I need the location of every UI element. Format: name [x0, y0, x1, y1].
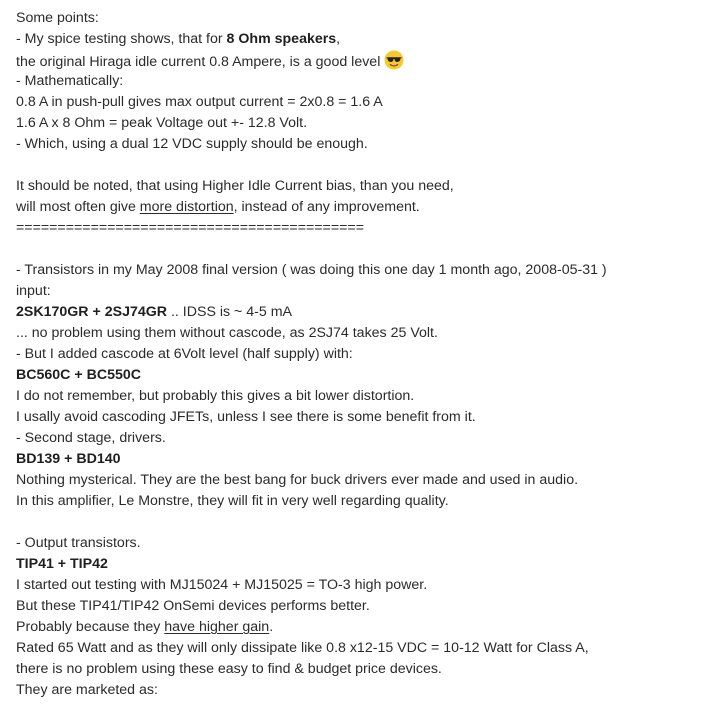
text-line: I do not remember, but probably this gives a bit lower distortion. — [16, 388, 415, 404]
text-line: - But I added cascode at 6Volt level (half supply) with: — [16, 346, 353, 362]
text-line: Nothing mysterical. They are the best bang for buck drivers ever made and used in audio. — [16, 472, 579, 488]
text-line: input: — [16, 283, 51, 299]
text-segment: - My spice testing shows, that for — [16, 31, 227, 47]
text-line: But these TIP41/TIP42 OnSemi devices performs better. — [16, 598, 370, 614]
text-line — [16, 29, 716, 50]
text-segment: .. IDSS is ~ 4-5 mA — [167, 304, 292, 320]
bold-text: 8 Ohm speakers — [226, 31, 337, 47]
bold-text: 2SK170GR + 2SJ74GR — [16, 304, 168, 320]
text-line: I started out testing with MJ15024 + MJ15025 = TO-3 high power. — [16, 577, 428, 593]
text-line: Rated 65 Watt and as they will only dissipate like 0.8 x12-15 VDC = 10-12 Watt for Class A, — [16, 640, 589, 656]
text-line — [16, 617, 716, 638]
bold-text-line: TIP41 + TIP42 — [16, 556, 108, 572]
bold-text-line: BD139 + BD140 — [16, 451, 121, 467]
higher-gain-link[interactable]: have higher gain — [164, 619, 270, 635]
blank-line — [16, 155, 716, 176]
text-segment: Probably because they — [16, 619, 165, 635]
blank-line — [16, 512, 716, 533]
sunglasses-emoji-icon — [384, 50, 404, 70]
text-line: 1.6 A x 8 Ohm = peak Voltage out +- 12.8 Volt. — [16, 115, 308, 131]
text-line: In this amplifier, Le Monstre, they will fit in very well regarding quality. — [16, 493, 449, 509]
text-segment: will most often give — [16, 199, 140, 215]
text-segment: , — [336, 31, 341, 47]
text-line: - Mathematically: — [16, 73, 124, 89]
text-line: Some points: — [16, 10, 99, 26]
text-line: 0.8 A in push-pull gives max output current = 2x0.8 = 1.6 A — [16, 94, 383, 110]
text-line: - Transistors in my May 2008 final version ( was doing this one day 1 month ago, 2008-05-31 ) — [16, 262, 607, 278]
text-line: - Second stage, drivers. — [16, 430, 166, 446]
text-line — [16, 302, 716, 323]
text-line — [16, 50, 716, 71]
text-line: It should be noted, that using Higher Idle Current bias, than you need, — [16, 178, 454, 194]
text-segment: , instead of any improvement. — [233, 199, 420, 215]
divider-line: ========================================== — [16, 220, 364, 236]
text-segment: the original Hiraga idle current 0.8 Ampere, is a good level — [16, 54, 381, 70]
bold-text-line: BC560C + BC550C — [16, 367, 141, 383]
text-line: there is no problem using these easy to find & budget price devices. — [16, 661, 442, 677]
post-content — [16, 8, 716, 701]
text-line: - Which, using a dual 12 VDC supply should be enough. — [16, 136, 368, 152]
text-segment: . — [269, 619, 274, 635]
text-line — [16, 197, 716, 218]
text-line: They are marketed as: — [16, 682, 158, 698]
more-distortion-link[interactable]: more distortion — [139, 199, 234, 215]
text-line: - Output transistors. — [16, 535, 141, 551]
blank-line — [16, 239, 716, 260]
text-line: ... no problem using them without cascode, as 2SJ74 takes 25 Volt. — [16, 325, 438, 341]
text-line: I usally avoid cascoding JFETs, unless I see there is some benefit from it. — [16, 409, 476, 425]
